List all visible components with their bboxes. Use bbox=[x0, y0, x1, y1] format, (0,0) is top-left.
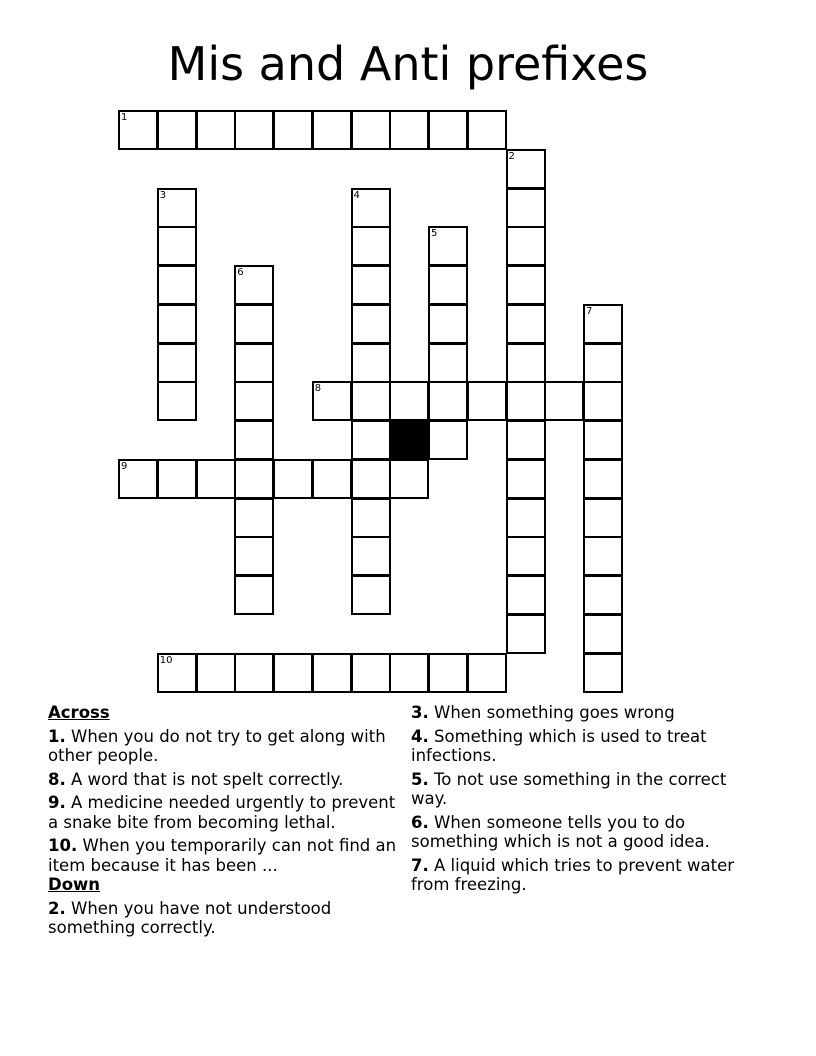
clue-text: When something goes wrong bbox=[434, 703, 675, 722]
grid-cell[interactable] bbox=[583, 653, 623, 693]
clue-text: When you do not try to get along with other people. bbox=[48, 726, 386, 765]
across-clue-8 bbox=[48, 770, 398, 790]
clue-number: 6. bbox=[411, 812, 429, 832]
grid-cell[interactable] bbox=[351, 304, 391, 344]
grid-cell[interactable] bbox=[351, 343, 391, 383]
across-clue-1 bbox=[48, 727, 398, 766]
grid-cell[interactable] bbox=[506, 304, 546, 344]
grid-cell[interactable] bbox=[157, 381, 197, 421]
grid-cell[interactable] bbox=[428, 420, 468, 460]
down-clue-7 bbox=[411, 856, 761, 895]
grid-cell[interactable] bbox=[351, 459, 391, 499]
grid-cell[interactable] bbox=[157, 304, 197, 344]
grid-cell[interactable] bbox=[234, 459, 274, 499]
grid-cell[interactable] bbox=[351, 226, 391, 266]
grid-cell[interactable] bbox=[273, 110, 313, 150]
puzzle-title: Mis and Anti prefixes bbox=[167, 37, 649, 91]
grid-cell[interactable] bbox=[467, 110, 507, 150]
grid-cell[interactable] bbox=[351, 110, 391, 150]
clues-left-column bbox=[48, 703, 398, 942]
grid-cell[interactable] bbox=[544, 381, 584, 421]
grid-cell[interactable] bbox=[196, 459, 236, 499]
grid-cell[interactable] bbox=[351, 536, 391, 576]
grid-cell[interactable] bbox=[583, 575, 623, 615]
grid-cell[interactable] bbox=[157, 653, 197, 693]
grid-cell[interactable] bbox=[389, 653, 429, 693]
grid-cell[interactable] bbox=[506, 459, 546, 499]
grid-cell[interactable] bbox=[467, 381, 507, 421]
clue-number-label: 10 bbox=[159, 654, 173, 666]
clue-number: 1. bbox=[48, 726, 66, 746]
grid-cell[interactable] bbox=[312, 653, 352, 693]
clue-number: 9. bbox=[48, 793, 66, 812]
grid-cell[interactable] bbox=[351, 498, 391, 538]
clue-number: 5. bbox=[411, 769, 429, 789]
grid-cell[interactable] bbox=[234, 110, 274, 150]
grid-cell[interactable] bbox=[583, 498, 623, 538]
grid-cell[interactable] bbox=[312, 381, 352, 421]
grid-cell[interactable] bbox=[196, 653, 236, 693]
grid-cell[interactable] bbox=[583, 381, 623, 421]
grid-cell[interactable] bbox=[118, 110, 158, 150]
grid-cell[interactable] bbox=[157, 459, 197, 499]
across-clue-10 bbox=[48, 836, 398, 875]
grid-cell[interactable] bbox=[351, 381, 391, 421]
down-clue-5 bbox=[411, 770, 761, 809]
grid-cell[interactable] bbox=[234, 653, 274, 693]
grid-cell[interactable] bbox=[506, 149, 546, 189]
grid-cell[interactable] bbox=[351, 420, 391, 460]
grid-cell[interactable] bbox=[234, 265, 274, 305]
grid-cell[interactable] bbox=[428, 653, 468, 693]
grid-cell[interactable] bbox=[389, 110, 429, 150]
grid-cell[interactable] bbox=[583, 614, 623, 654]
grid-cell[interactable] bbox=[312, 110, 352, 150]
clue-text: When you temporarily can not find an item because it has been ... bbox=[48, 836, 397, 875]
grid-cell[interactable] bbox=[157, 265, 197, 305]
grid-cell[interactable] bbox=[506, 420, 546, 460]
down-clue-3 bbox=[411, 703, 761, 723]
down-clue-4 bbox=[411, 727, 761, 766]
grid-cell[interactable] bbox=[506, 265, 546, 305]
clue-number-label: 2 bbox=[508, 150, 515, 162]
down-clue-6 bbox=[411, 813, 761, 852]
grid-cell[interactable] bbox=[428, 343, 468, 383]
clue-number: 2. bbox=[48, 898, 66, 918]
grid-cell[interactable] bbox=[389, 381, 429, 421]
clue-text: When you have not understood something correctly. bbox=[48, 898, 332, 937]
black-cell bbox=[389, 420, 429, 460]
grid-cell[interactable] bbox=[506, 226, 546, 266]
grid-cell[interactable] bbox=[312, 459, 352, 499]
grid-cell[interactable] bbox=[234, 420, 274, 460]
clue-number: 3. bbox=[411, 703, 429, 722]
grid-cell[interactable] bbox=[583, 536, 623, 576]
grid-cell[interactable] bbox=[196, 110, 236, 150]
grid-cell[interactable] bbox=[583, 343, 623, 383]
grid-cell[interactable] bbox=[234, 536, 274, 576]
grid-cell[interactable] bbox=[234, 343, 274, 383]
clue-number-label: 3 bbox=[159, 189, 167, 201]
clues-right-column bbox=[411, 703, 761, 899]
clue-number-label: 9 bbox=[121, 460, 128, 472]
grid-cell[interactable] bbox=[273, 459, 313, 499]
grid-cell[interactable] bbox=[428, 381, 468, 421]
clue-text: A liquid which tries to prevent water from freezing. bbox=[411, 855, 735, 894]
clue-number: 7. bbox=[411, 855, 429, 875]
grid-cell[interactable] bbox=[157, 343, 197, 383]
grid-cell[interactable] bbox=[506, 343, 546, 383]
grid-cell[interactable] bbox=[234, 381, 274, 421]
clue-number: 8. bbox=[48, 769, 66, 789]
grid-cell[interactable] bbox=[234, 575, 274, 615]
clue-text: When someone tells you to do something which is not a good idea. bbox=[411, 812, 710, 851]
grid-cell[interactable] bbox=[428, 304, 468, 344]
clue-text: A word that is not spelt correctly. bbox=[71, 769, 344, 789]
clue-number-label: 5 bbox=[431, 228, 438, 240]
down-clue-2 bbox=[48, 899, 398, 938]
grid-cell[interactable] bbox=[273, 653, 313, 693]
grid-cell[interactable] bbox=[583, 420, 623, 460]
grid-cell[interactable] bbox=[506, 536, 546, 576]
grid-cell[interactable] bbox=[506, 188, 546, 228]
clue-text: To not use something in the correct way. bbox=[411, 769, 727, 808]
grid-cell[interactable] bbox=[351, 188, 391, 228]
grid-cell[interactable] bbox=[506, 381, 546, 421]
across-clue-9 bbox=[48, 793, 398, 832]
grid-cell[interactable] bbox=[389, 459, 429, 499]
clue-text: A medicine needed urgently to prevent a snake bite from becoming lethal. bbox=[48, 793, 396, 832]
clue-text: Something which is used to treat infections. bbox=[411, 726, 707, 765]
grid-cell[interactable] bbox=[506, 575, 546, 615]
grid-cell[interactable] bbox=[118, 459, 158, 499]
grid-cell[interactable] bbox=[351, 265, 391, 305]
across-heading: Across bbox=[48, 703, 110, 722]
grid-cell[interactable] bbox=[234, 304, 274, 344]
grid-cell[interactable] bbox=[583, 459, 623, 499]
clue-number-label: 8 bbox=[314, 383, 322, 395]
clue-number: 4. bbox=[411, 726, 429, 746]
clue-number-label: 6 bbox=[237, 267, 244, 278]
grid-cell[interactable] bbox=[467, 653, 507, 693]
grid-cell[interactable] bbox=[428, 226, 468, 266]
grid-cell[interactable] bbox=[157, 226, 197, 266]
clue-number: 10. bbox=[48, 836, 78, 855]
clue-number-label: 1 bbox=[121, 112, 128, 123]
down-heading: Down bbox=[48, 875, 101, 894]
grid-cell[interactable] bbox=[506, 498, 546, 538]
grid-cell[interactable] bbox=[583, 304, 623, 344]
grid-cell[interactable] bbox=[351, 653, 391, 693]
grid-cell[interactable] bbox=[428, 110, 468, 150]
grid-cell[interactable] bbox=[234, 498, 274, 538]
grid-cell[interactable] bbox=[506, 614, 546, 654]
clue-number-label: 7 bbox=[586, 305, 593, 317]
grid-cell[interactable] bbox=[428, 265, 468, 305]
grid-cell[interactable] bbox=[157, 188, 197, 228]
grid-cell[interactable] bbox=[157, 110, 197, 150]
clue-number-label: 4 bbox=[353, 189, 360, 201]
grid-cell[interactable] bbox=[351, 575, 391, 615]
